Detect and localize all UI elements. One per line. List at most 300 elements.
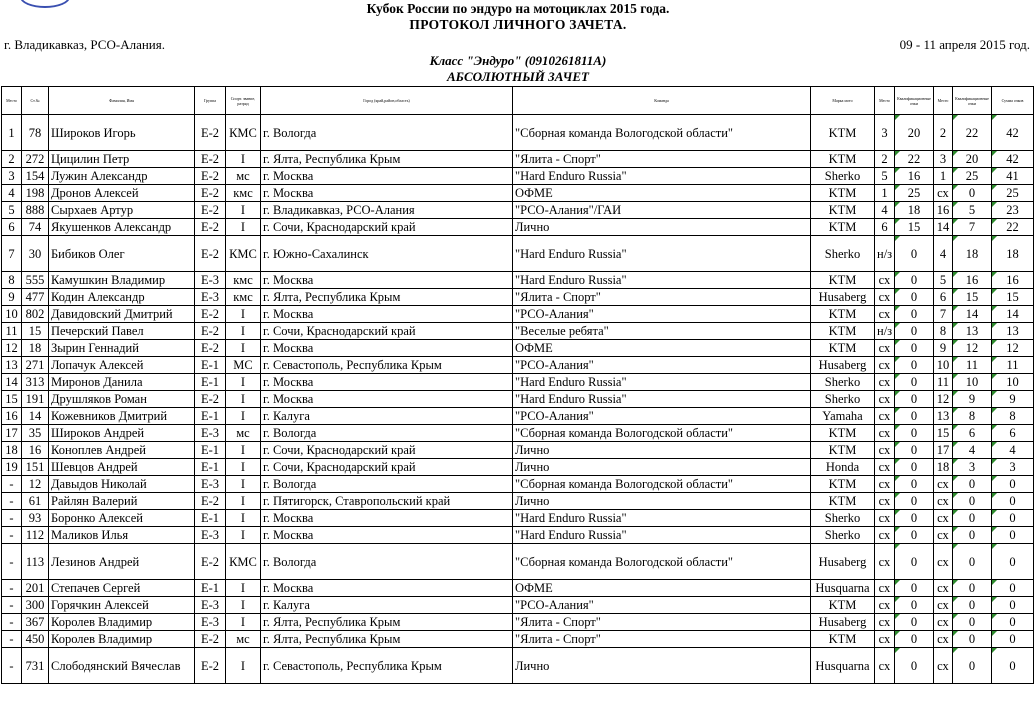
sum-cell: 12 <box>992 340 1034 357</box>
place-day2-cell: сх <box>934 476 953 493</box>
city-cell: г. Москва <box>261 272 513 289</box>
group-cell: E-2 <box>195 648 226 684</box>
moto-cell: Husaberg <box>811 544 875 580</box>
col-header-points-day1: Квалификационные очки <box>895 87 934 115</box>
moto-cell: Husquarna <box>811 648 875 684</box>
city-cell: г. Москва <box>261 185 513 202</box>
city-cell: г. Севастополь, Республика Крым <box>261 648 513 684</box>
sum-cell: 22 <box>992 219 1034 236</box>
number-cell: 191 <box>22 391 49 408</box>
moto-cell: KTM <box>811 219 875 236</box>
place-cell: - <box>2 476 22 493</box>
group-cell: E-1 <box>195 580 226 597</box>
venue-city: г. Владикавказ, РСО-Алания. <box>4 37 165 52</box>
team-cell: "РСО-Алания" <box>513 306 811 323</box>
group-cell: E-2 <box>195 493 226 510</box>
points-day1-cell: 0 <box>895 425 934 442</box>
points-day1-cell: 0 <box>895 442 934 459</box>
points-day1-cell: 22 <box>895 151 934 168</box>
team-cell: "Hard Enduro Russia" <box>513 391 811 408</box>
team-cell: Лично <box>513 459 811 476</box>
number-cell: 18 <box>22 340 49 357</box>
name-cell: Шевцов Андрей <box>49 459 195 476</box>
city-cell: г. Севастополь, Республика Крым <box>261 357 513 374</box>
event-dates: 09 - 11 апреля 2015 год. <box>899 37 1030 52</box>
number-cell: 731 <box>22 648 49 684</box>
points-day2-cell: 0 <box>953 614 992 631</box>
sum-cell: 41 <box>992 168 1034 185</box>
points-day2-cell: 0 <box>953 544 992 580</box>
name-cell: Королев Владимир <box>49 631 195 648</box>
team-cell: "Hard Enduro Russia" <box>513 374 811 391</box>
points-day1-cell: 0 <box>895 510 934 527</box>
moto-cell: KTM <box>811 306 875 323</box>
group-cell: E-2 <box>195 185 226 202</box>
rank-cell: I <box>226 340 261 357</box>
name-cell: Лезинов Андрей <box>49 544 195 580</box>
place-day2-cell: сх <box>934 580 953 597</box>
points-day1-cell: 0 <box>895 614 934 631</box>
points-day2-cell: 16 <box>953 272 992 289</box>
rank-cell: КМС <box>226 544 261 580</box>
sum-cell: 42 <box>992 115 1034 151</box>
team-cell: "Веселые ребята" <box>513 323 811 340</box>
place-day1-cell: сх <box>875 357 895 374</box>
place-day1-cell: сх <box>875 597 895 614</box>
name-cell: Миронов Данила <box>49 374 195 391</box>
points-day2-cell: 0 <box>953 597 992 614</box>
place-day2-cell: 15 <box>934 425 953 442</box>
place-day1-cell: н/з <box>875 236 895 272</box>
place-day2-cell: сх <box>934 493 953 510</box>
team-cell: ОФМЕ <box>513 340 811 357</box>
sum-cell: 0 <box>992 597 1034 614</box>
number-cell: 113 <box>22 544 49 580</box>
number-cell: 555 <box>22 272 49 289</box>
place-day2-cell: 1 <box>934 168 953 185</box>
place-day2-cell: 18 <box>934 459 953 476</box>
points-day2-cell: 3 <box>953 459 992 476</box>
place-day2-cell: 16 <box>934 202 953 219</box>
group-cell: E-2 <box>195 631 226 648</box>
moto-cell: Honda <box>811 459 875 476</box>
col-header-points-day2: Квалификационные очки <box>953 87 992 115</box>
city-cell: г. Сочи, Краснодарский край <box>261 219 513 236</box>
moto-cell: KTM <box>811 476 875 493</box>
sum-cell: 14 <box>992 306 1034 323</box>
place-day2-cell: сх <box>934 185 953 202</box>
number-cell: 198 <box>22 185 49 202</box>
points-day1-cell: 25 <box>895 185 934 202</box>
points-day2-cell: 12 <box>953 340 992 357</box>
sum-cell: 0 <box>992 527 1034 544</box>
group-cell: E-2 <box>195 306 226 323</box>
group-cell: E-1 <box>195 510 226 527</box>
points-day1-cell: 16 <box>895 168 934 185</box>
points-day1-cell: 0 <box>895 493 934 510</box>
city-cell: г. Вологда <box>261 544 513 580</box>
table-row <box>2 493 1034 510</box>
rank-cell: I <box>226 408 261 425</box>
points-day2-cell: 22 <box>953 115 992 151</box>
col-header-moto: Марка мото <box>811 87 875 115</box>
name-cell: Зырин Геннадий <box>49 340 195 357</box>
moto-cell: Husquarna <box>811 580 875 597</box>
place-day1-cell: сх <box>875 544 895 580</box>
name-cell: Маликов Илья <box>49 527 195 544</box>
points-day1-cell: 0 <box>895 357 934 374</box>
team-cell: "РСО-Алания"/ГАИ <box>513 202 811 219</box>
rank-cell: I <box>226 391 261 408</box>
place-cell: 3 <box>2 168 22 185</box>
place-cell: 14 <box>2 374 22 391</box>
name-cell: Дронов Алексей <box>49 185 195 202</box>
points-day2-cell: 7 <box>953 219 992 236</box>
team-cell: "Ялита - Спорт" <box>513 631 811 648</box>
place-day2-cell: 13 <box>934 408 953 425</box>
sum-cell: 23 <box>992 202 1034 219</box>
team-cell: "Hard Enduro Russia" <box>513 510 811 527</box>
class-line: Класс "Эндуро" (0910261811А) <box>429 53 607 68</box>
number-cell: 151 <box>22 459 49 476</box>
place-day1-cell: н/з <box>875 323 895 340</box>
name-cell: Боронко Алексей <box>49 510 195 527</box>
number-cell: 35 <box>22 425 49 442</box>
rank-cell: кмс <box>226 289 261 306</box>
city-cell: г. Сочи, Краснодарский край <box>261 442 513 459</box>
moto-cell: Sherko <box>811 374 875 391</box>
place-day2-cell: сх <box>934 614 953 631</box>
group-cell: E-2 <box>195 236 226 272</box>
city-cell: г. Южно-Сахалинск <box>261 236 513 272</box>
place-cell: - <box>2 510 22 527</box>
table-row <box>2 527 1034 544</box>
place-day1-cell: 1 <box>875 185 895 202</box>
sum-cell: 6 <box>992 425 1034 442</box>
col-header-rank: Спорт. звание, разряд <box>226 87 261 115</box>
col-header-place: Место <box>2 87 22 115</box>
place-day1-cell: сх <box>875 648 895 684</box>
table-row <box>2 476 1034 493</box>
table-row <box>2 391 1034 408</box>
team-cell: "Сборная команда Вологодской области" <box>513 115 811 151</box>
number-cell: 14 <box>22 408 49 425</box>
team-cell: "Ялита - Спорт" <box>513 289 811 306</box>
place-cell: 12 <box>2 340 22 357</box>
number-cell: 201 <box>22 580 49 597</box>
place-cell: 19 <box>2 459 22 476</box>
table-row <box>2 374 1034 391</box>
group-cell: E-1 <box>195 459 226 476</box>
moto-cell: KTM <box>811 323 875 340</box>
name-cell: Давидовский Дмитрий <box>49 306 195 323</box>
points-day2-cell: 13 <box>953 323 992 340</box>
city-cell: г. Москва <box>261 374 513 391</box>
city-cell: г. Сочи, Краснодарский край <box>261 459 513 476</box>
place-day2-cell: 6 <box>934 289 953 306</box>
table-row <box>2 510 1034 527</box>
sum-cell: 0 <box>992 544 1034 580</box>
group-cell: E-3 <box>195 476 226 493</box>
place-day1-cell: 6 <box>875 219 895 236</box>
moto-cell: Yamaha <box>811 408 875 425</box>
team-cell: "Сборная команда Вологодской области" <box>513 425 811 442</box>
moto-cell: KTM <box>811 272 875 289</box>
points-day2-cell: 9 <box>953 391 992 408</box>
name-cell: Слободянский Вячеслав <box>49 648 195 684</box>
place-cell: 8 <box>2 272 22 289</box>
moto-cell: Sherko <box>811 168 875 185</box>
group-cell: E-2 <box>195 544 226 580</box>
name-cell: Лужин Александр <box>49 168 195 185</box>
col-header-number: Ст.№ <box>22 87 49 115</box>
place-day1-cell: сх <box>875 272 895 289</box>
col-header-place-day1: Место <box>875 87 895 115</box>
number-cell: 888 <box>22 202 49 219</box>
table-row <box>2 544 1034 580</box>
name-cell: Коноплев Андрей <box>49 442 195 459</box>
document-title: Кубок России по эндуро на мотоциклах 2015 года. <box>366 1 670 16</box>
points-day2-cell: 11 <box>953 357 992 374</box>
place-day1-cell: 3 <box>875 115 895 151</box>
name-cell: Райлян Валерий <box>49 493 195 510</box>
moto-cell: KTM <box>811 493 875 510</box>
points-day2-cell: 0 <box>953 580 992 597</box>
group-cell: E-3 <box>195 527 226 544</box>
sum-cell: 0 <box>992 580 1034 597</box>
moto-cell: KTM <box>811 202 875 219</box>
place-day2-cell: 17 <box>934 442 953 459</box>
city-cell: г. Пятигорск, Ставропольский край <box>261 493 513 510</box>
group-cell: E-2 <box>195 391 226 408</box>
place-cell: - <box>2 614 22 631</box>
rank-cell: мс <box>226 425 261 442</box>
place-day2-cell: 9 <box>934 340 953 357</box>
table-row <box>2 236 1034 272</box>
city-cell: г. Москва <box>261 580 513 597</box>
table-row <box>2 408 1034 425</box>
table-row <box>2 442 1034 459</box>
name-cell: Кожевников Дмитрий <box>49 408 195 425</box>
moto-cell: Husaberg <box>811 289 875 306</box>
number-cell: 802 <box>22 306 49 323</box>
group-cell: E-1 <box>195 442 226 459</box>
sum-cell: 8 <box>992 408 1034 425</box>
points-day2-cell: 25 <box>953 168 992 185</box>
points-day2-cell: 6 <box>953 425 992 442</box>
rank-cell: I <box>226 614 261 631</box>
table-row <box>2 357 1034 374</box>
points-day2-cell: 0 <box>953 185 992 202</box>
points-day2-cell: 14 <box>953 306 992 323</box>
number-cell: 16 <box>22 442 49 459</box>
place-cell: - <box>2 631 22 648</box>
place-day2-cell: 11 <box>934 374 953 391</box>
place-day2-cell: сх <box>934 510 953 527</box>
rank-cell: I <box>226 493 261 510</box>
sum-cell: 42 <box>992 151 1034 168</box>
city-cell: г. Ялта, Республика Крым <box>261 614 513 631</box>
moto-cell: KTM <box>811 442 875 459</box>
rank-cell: мс <box>226 631 261 648</box>
name-cell: Лопачук Алексей <box>49 357 195 374</box>
number-cell: 313 <box>22 374 49 391</box>
name-cell: Давыдов Николай <box>49 476 195 493</box>
sum-cell: 15 <box>992 289 1034 306</box>
place-day2-cell: 14 <box>934 219 953 236</box>
points-day1-cell: 0 <box>895 323 934 340</box>
group-cell: E-3 <box>195 614 226 631</box>
group-cell: E-2 <box>195 202 226 219</box>
table-row <box>2 648 1034 684</box>
place-cell: 4 <box>2 185 22 202</box>
city-cell: г. Ялта, Республика Крым <box>261 289 513 306</box>
name-cell: Сырхаев Артур <box>49 202 195 219</box>
team-cell: "Ялита - Спорт" <box>513 151 811 168</box>
place-day1-cell: 5 <box>875 168 895 185</box>
points-day1-cell: 0 <box>895 272 934 289</box>
table-row <box>2 306 1034 323</box>
points-day2-cell: 8 <box>953 408 992 425</box>
standing-title: АБСОЛЮТНЫЙ ЗАЧЕТ <box>447 69 589 84</box>
name-cell: Бибиков Олег <box>49 236 195 272</box>
table-row <box>2 289 1034 306</box>
rank-cell: КМС <box>226 115 261 151</box>
group-cell: E-3 <box>195 425 226 442</box>
place-cell: 7 <box>2 236 22 272</box>
name-cell: Цицилин Петр <box>49 151 195 168</box>
sum-cell: 25 <box>992 185 1034 202</box>
points-day2-cell: 0 <box>953 648 992 684</box>
place-day2-cell: сх <box>934 648 953 684</box>
points-day1-cell: 0 <box>895 459 934 476</box>
moto-cell: Sherko <box>811 236 875 272</box>
place-cell: 2 <box>2 151 22 168</box>
moto-cell: KTM <box>811 631 875 648</box>
team-cell: "Hard Enduro Russia" <box>513 272 811 289</box>
group-cell: E-2 <box>195 115 226 151</box>
name-cell: Горячкин Алексей <box>49 597 195 614</box>
number-cell: 477 <box>22 289 49 306</box>
rank-cell: кмс <box>226 185 261 202</box>
place-cell: 17 <box>2 425 22 442</box>
place-day1-cell: сх <box>875 442 895 459</box>
place-day1-cell: сх <box>875 425 895 442</box>
points-day2-cell: 0 <box>953 631 992 648</box>
place-day2-cell: 4 <box>934 236 953 272</box>
team-cell: "РСО-Алания" <box>513 357 811 374</box>
place-cell: 5 <box>2 202 22 219</box>
number-cell: 300 <box>22 597 49 614</box>
rank-cell: КМС <box>226 236 261 272</box>
points-day1-cell: 15 <box>895 219 934 236</box>
number-cell: 450 <box>22 631 49 648</box>
points-day1-cell: 0 <box>895 597 934 614</box>
place-day1-cell: сх <box>875 289 895 306</box>
city-cell: г. Москва <box>261 168 513 185</box>
number-cell: 74 <box>22 219 49 236</box>
table-row <box>2 459 1034 476</box>
rank-cell: I <box>226 323 261 340</box>
place-cell: 18 <box>2 442 22 459</box>
group-cell: E-2 <box>195 168 226 185</box>
points-day2-cell: 18 <box>953 236 992 272</box>
place-day1-cell: 4 <box>875 202 895 219</box>
col-header-sum: Сумма очков <box>992 87 1034 115</box>
table-row <box>2 185 1034 202</box>
sum-cell: 0 <box>992 510 1034 527</box>
number-cell: 272 <box>22 151 49 168</box>
points-day2-cell: 0 <box>953 476 992 493</box>
table-row <box>2 425 1034 442</box>
city-cell: г. Москва <box>261 391 513 408</box>
place-day1-cell: сх <box>875 459 895 476</box>
team-cell: ОФМЕ <box>513 580 811 597</box>
moto-cell: KTM <box>811 340 875 357</box>
name-cell: Степачев Сергей <box>49 580 195 597</box>
place-day1-cell: сх <box>875 527 895 544</box>
rank-cell: I <box>226 510 261 527</box>
table-row <box>2 219 1034 236</box>
number-cell: 154 <box>22 168 49 185</box>
place-cell: - <box>2 580 22 597</box>
points-day1-cell: 0 <box>895 374 934 391</box>
rank-cell: I <box>226 202 261 219</box>
place-day2-cell: 7 <box>934 306 953 323</box>
points-day2-cell: 5 <box>953 202 992 219</box>
city-cell: г. Москва <box>261 340 513 357</box>
team-cell: Лично <box>513 442 811 459</box>
team-cell: "Ялита - Спорт" <box>513 614 811 631</box>
group-cell: E-2 <box>195 323 226 340</box>
place-cell: 10 <box>2 306 22 323</box>
group-cell: E-1 <box>195 408 226 425</box>
document-subtitle: ПРОТОКОЛ ЛИЧНОГО ЗАЧЕТА. <box>409 17 627 32</box>
team-cell: "РСО-Алания" <box>513 408 811 425</box>
moto-cell: KTM <box>811 151 875 168</box>
team-cell: Лично <box>513 493 811 510</box>
city-cell: г. Вологда <box>261 476 513 493</box>
results-table <box>1 86 1034 684</box>
sum-cell: 0 <box>992 631 1034 648</box>
rank-cell: I <box>226 476 261 493</box>
place-day2-cell: сх <box>934 544 953 580</box>
group-cell: E-2 <box>195 219 226 236</box>
place-day2-cell: сх <box>934 597 953 614</box>
table-header-row <box>2 87 1034 115</box>
group-cell: E-3 <box>195 597 226 614</box>
name-cell: Друшляков Роман <box>49 391 195 408</box>
place-day1-cell: сх <box>875 476 895 493</box>
points-day1-cell: 0 <box>895 580 934 597</box>
name-cell: Широков Андрей <box>49 425 195 442</box>
sum-cell: 13 <box>992 323 1034 340</box>
rank-cell: МС <box>226 357 261 374</box>
place-cell: - <box>2 597 22 614</box>
moto-cell: Husaberg <box>811 614 875 631</box>
place-day2-cell: 10 <box>934 357 953 374</box>
city-cell: г. Ялта, Республика Крым <box>261 151 513 168</box>
city-cell: г. Калуга <box>261 408 513 425</box>
city-cell: г. Ялта, Республика Крым <box>261 631 513 648</box>
points-day2-cell: 0 <box>953 527 992 544</box>
place-cell: 1 <box>2 115 22 151</box>
points-day1-cell: 20 <box>895 115 934 151</box>
number-cell: 12 <box>22 476 49 493</box>
points-day2-cell: 20 <box>953 151 992 168</box>
sum-cell: 18 <box>992 236 1034 272</box>
points-day1-cell: 0 <box>895 527 934 544</box>
